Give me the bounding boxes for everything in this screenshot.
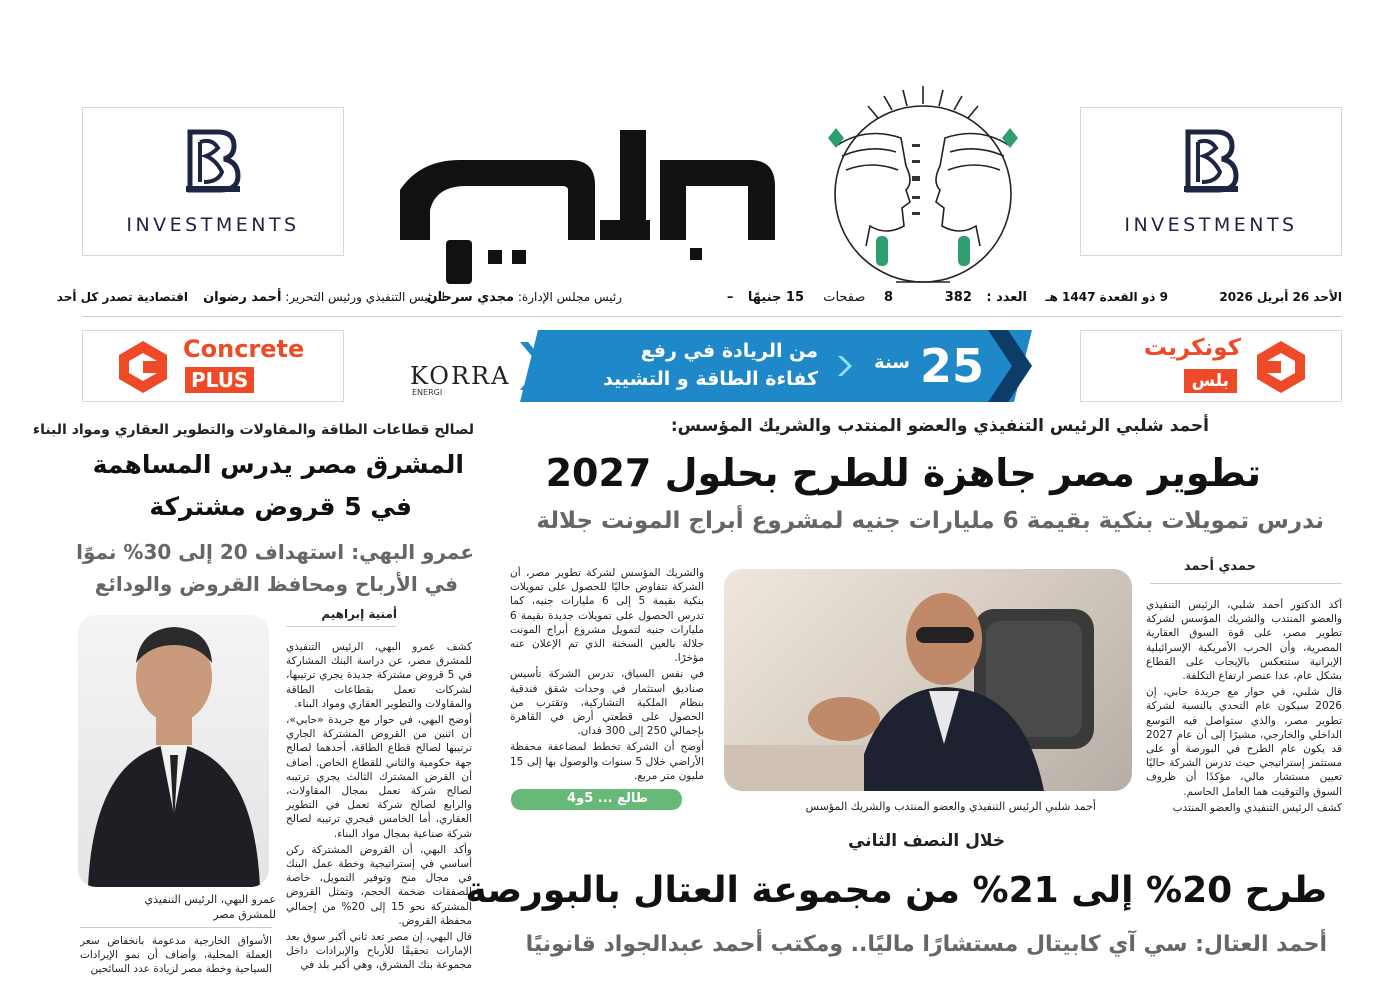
chairman-label: رئيس مجلس الإدارة: (517, 290, 622, 304)
main-col-left-p2: في نفس السياق، تدرس الشركة تأسيس صناديق استثمار في وحدات شقق فندقية بنظام الملكية التشاركية، وتقترب من الحصول على قطعتي أرض في القاهرة بإجمالي 250 إلى 300 فدان. (510, 668, 704, 738)
knight-b-logo-icon (1081, 126, 1341, 200)
side-story-subhead-line2: في الأرباح ومحافظ القروض والودائع (94, 572, 458, 596)
bottom-story-headline[interactable]: طرح 20% إلى 21% من مجموعة العتال بالبورصة (465, 870, 1327, 911)
b-investments-ad-right[interactable] (1080, 107, 1342, 256)
masthead-price (727, 290, 804, 310)
side-story-column (286, 640, 472, 982)
side-col-p4: قال البهي، إن مصر تعد ثاني أكبر سوق بعد الإمارات تحقيقًا للأرباح والإيرادات داخل مجموعة بنك المشرق، وهي أكبر بلد في (286, 931, 472, 972)
main-col-right-p3: كشف الرئيس التنفيذي والعضو المنتدب (1172, 801, 1342, 814)
korra-line-2: كفاءة الطاقة و التشييد (603, 368, 818, 390)
ceo-label: الرئيس التنفيذي ورئيس التحرير: (285, 290, 445, 304)
side-story-headline-line2[interactable]: في 5 قروض مشتركة (149, 492, 412, 521)
side-col-bottom-p: الأسواق الخارجية مدعومة بانخفاض سعر العملة المحلية، وأضاف أن نمو الإيرادات السياحية وخطة مصر لزيادة عدد السائحين (80, 935, 272, 976)
side-caption-rule (80, 927, 272, 928)
b-investments-ad-left[interactable] (82, 107, 344, 256)
main-story-kicker: أحمد شلبي الرئيس التنفيذي والعضو المنتدب والشريك المؤسس: (670, 416, 1209, 436)
masthead-pages (823, 290, 893, 310)
main-story-column-right (1146, 598, 1342, 818)
byline-rule (1150, 583, 1342, 584)
main-story-byline: حمدي أحمد (1183, 559, 1256, 574)
side-story-column-bottom (80, 934, 272, 984)
side-byline-rule (286, 626, 396, 627)
knight-b-logo-icon (83, 126, 343, 200)
concrete-plus-logo-icon (115, 339, 171, 395)
masthead-tagline (57, 290, 188, 310)
masthead-date-gregorian (1219, 290, 1342, 310)
pages-label: صفحات (823, 290, 866, 305)
ceo-name: أحمد رضوان (203, 290, 282, 305)
main-story-subhead: ندرس تمويلات بنكية بقيمة 6 مليارات جنيه لمشروع أبراج المونت جلالة (536, 508, 1324, 534)
ahmed-shalaby-photo (724, 569, 1132, 791)
masthead-date-hijri (1045, 290, 1168, 310)
side-story-headline-line1[interactable]: المشرق مصر يدرس المساهمة (92, 450, 464, 479)
korra-brand-sub: ENERGI (412, 388, 443, 397)
continued-badge[interactable] (511, 789, 682, 810)
bottom-story-kicker: خلال النصف الثاني (847, 831, 1005, 851)
concrete-plus-text: Concrete (183, 335, 305, 363)
masthead-issue (945, 290, 1027, 310)
date-gregorian: الأحد 26 أبريل 2026 (1219, 290, 1342, 304)
price: 15 جنيهًا (747, 290, 804, 305)
main-col-left-p3: أوضح أن الشركة تخطط لمضاعفة محفظة الأراضي خلال 5 سنوات والوصول بها إلى 15 مليون متر مربع. (510, 741, 704, 782)
side-photo-caption-line2: للمشرق مصر (213, 908, 276, 921)
main-col-left-p1: والشريك المؤسس لشركة تطوير مصر، أن الشركة تتفاوض حاليًا للحصول على تمويلات بنكية بقيمة 5 إلى 6 مليارات جنيه، كما تدرس الحصول على تمويلات جديدة بقيمة 6 مليارات جنيه لتمويل مشروع أبراج المونت جلالة بالعين السخنة الذي تم الإعلان عنه مؤخرًا. (510, 567, 704, 665)
side-col-p1: كشف عمرو البهي، الرئيس التنفيذي للمشرق مصر، عن دراسة البنك المشاركة في 5 قروض مشتركة جديدة يجري ترتيبها، لشركات تعمل بقطاعات الطاقة والمقاولات والتطوير العقاري ومواد البناء. (286, 641, 472, 710)
concrete-plus-ad-right[interactable] (1080, 330, 1342, 402)
side-col-p3: وأكد البهي، أن القروض المشتركة ركن أساسي في إستراتيجية وخطة عمل البنك في مجال منح وتوفير التمويل، خاصة للصفقات ضخمة الحجم، وتمثل القروض المشتركة نحو 15 إلى 20% من إجمالي محفظة القروض. (286, 843, 472, 927)
price-dash: – (726, 290, 734, 305)
chairman-name: مجدي سرحان (426, 290, 515, 305)
pharaoh-faces-emblem-icon (806, 86, 1040, 292)
side-story-subhead-line1: عمرو البهي: استهداف 20 إلى 30% نموًا (76, 540, 474, 564)
concrete-plus-logo-icon (1253, 339, 1309, 395)
main-col-right-p2: قال شلبي، في حوار مع جريدة حابي، إن 2026 سيكون عام التحدي بالنسبة لشركة تطوير مصر، والذي ستواصل فيه التوسع الداخلي والخارجي، مشيرًا إلى أن عام 2027 قد يكون عام الطرح في البورصة أو على مستثمر إستراتيجي حيث تدرس الشركة حاليًا تعيين مستشار مالي، مؤكدًا أن ظروف السوق والتوقيت هما العامل الحاسم. (1146, 686, 1342, 798)
korra-brand: KORRA (410, 362, 511, 390)
amr-elbahy-photo (78, 615, 269, 887)
concrete-plus-badge: PLUS (185, 367, 254, 393)
b-investments-brand: INVESTMENTS (1124, 214, 1298, 236)
pages-count: 8 (883, 290, 893, 305)
main-story-headline[interactable]: تطوير مصر جاهزة للطرح بحلول 2027 (545, 451, 1261, 495)
issue-label: العدد : (986, 290, 1027, 305)
main-story-column-left (510, 566, 704, 786)
korra-line-1: من الريادة في رفع (640, 340, 818, 362)
b-investments-brand: INVESTMENTS (126, 214, 300, 236)
masthead-divider (82, 316, 1342, 317)
korra-years-label: سنة (874, 352, 910, 373)
masthead-ceo (203, 290, 445, 310)
main-col-right-p1: أكد الدكتور أحمد شلبي، الرئيس التنفيذي والعضو المنتدب والشريك المؤسس لشركة تطوير مصر، على قوة السوق العقارية المصرية، وأن الحرب الأمريكية الإسرائيلية الإيرانية ستنعكس بالإيجاب على القطاع بشكل عام، عدا عنصر ارتفاع التكلفة. (1146, 599, 1342, 683)
masthead-chairman (426, 290, 622, 310)
concrete-plus-ar-badge: بلس (1184, 369, 1237, 393)
side-story-byline: أمنية إبراهيم (321, 607, 397, 621)
date-hijri: 9 ذو القعدة 1447 هـ (1045, 290, 1168, 304)
korra-energi-ad[interactable] (408, 330, 1032, 402)
side-photo-caption-line1: عمرو البهي، الرئيس التنفيذي (144, 893, 276, 906)
bottom-story-subhead: أحمد العتال: سي آي كابيتال مستشارًا ماليًا.. ومكتب أحمد عبدالجواد قانونيًا (525, 932, 1327, 957)
continued-label: طالع ... 5و4 (567, 791, 648, 806)
side-col-p2: أوضح البهي، في حوار مع جريدة «حابي»، أن اثنين من القروض المشتركة الجاري ترتيبها لصالح قطاع الطاقة، أحدهما لصالح جهة حكومية والثاني للقطاع الخاص. أضاف أن القرض المشترك الثالث يجري ترتيبه لصالح شركة تعمل بمجال المقاولات، والرابع لصالح شركة تعمل في التطوير العقاري، أما الخامس فيجري ترتيبه لصالح شركة صناعية بمجال مواد البناء. (286, 714, 472, 840)
korra-years: 25 (920, 339, 985, 393)
issue-number: 382 (944, 290, 972, 305)
tagline: اقتصادية تصدر كل أحد (56, 290, 188, 304)
main-story-photo-caption: أحمد شلبي الرئيس التنفيذي والعضو المنتدب والشريك المؤسس (805, 800, 1096, 813)
concrete-plus-ad-left[interactable] (82, 330, 344, 402)
side-story-kicker: لصالح قطاعات الطاقة والمقاولات والتطوير العقاري ومواد البناء (32, 422, 474, 438)
masthead-logo-text (390, 120, 785, 290)
concrete-plus-ar-text: كونكريت (1143, 335, 1241, 361)
